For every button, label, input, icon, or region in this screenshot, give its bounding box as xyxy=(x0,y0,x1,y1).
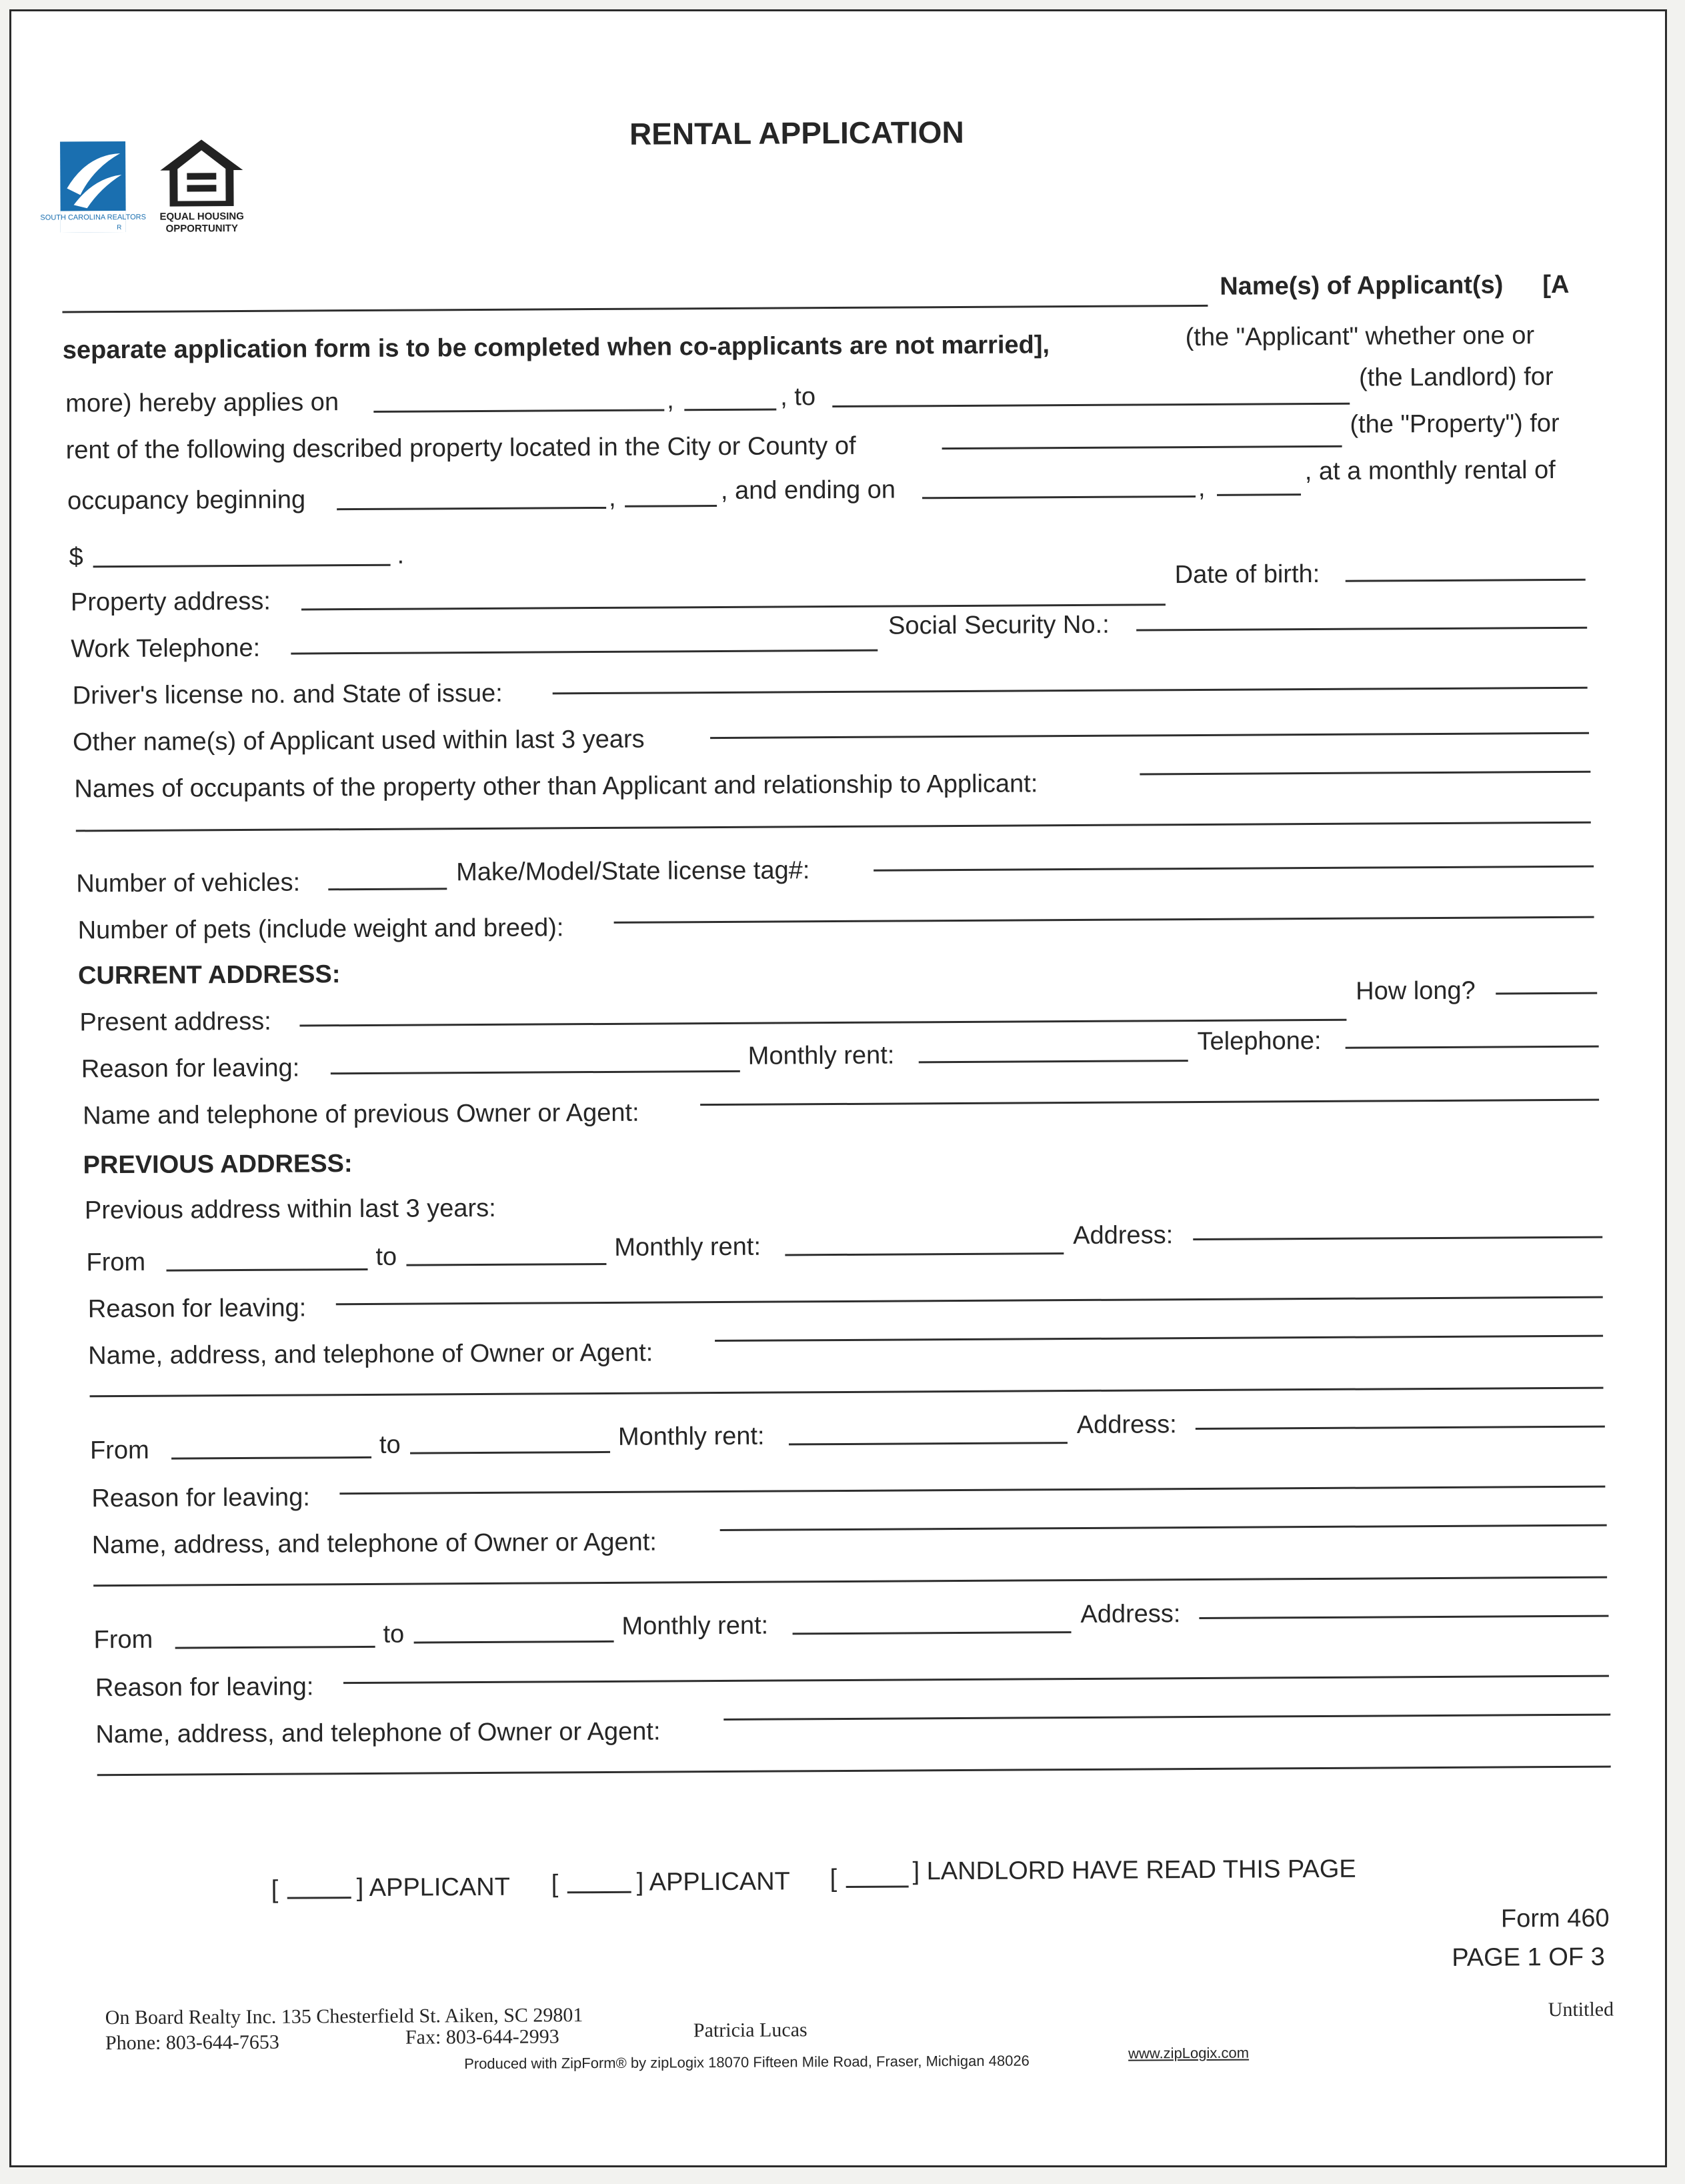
dollar-sign: $ xyxy=(69,543,83,572)
the-landlord-text: (the Landlord) for xyxy=(1358,363,1554,392)
prev3-owner-field-1[interactable] xyxy=(723,1714,1610,1721)
prev1-monthly-rent-label: Monthly rent: xyxy=(614,1232,761,1262)
other-names-label: Other name(s) of Applicant used within last 3 years xyxy=(72,725,645,757)
prev1-address-label: Address: xyxy=(1073,1221,1174,1250)
make-model-field[interactable] xyxy=(874,866,1594,872)
footer-agent: Patricia Lucas xyxy=(693,2019,807,2042)
vehicles-label: Number of vehicles: xyxy=(76,868,301,898)
the-property-text: (the "Property") for xyxy=(1350,409,1560,439)
footer-fax: Fax: 803-644-2993 xyxy=(405,2025,559,2049)
applies-on-date-field[interactable] xyxy=(373,409,664,412)
rent-of-property-text: rent of the following described property located in the City or County of xyxy=(65,431,856,465)
prev1-owner-field-2[interactable] xyxy=(90,1387,1604,1398)
occupants-label: Names of occupants of the property other than Applicant and relationship to Applicant: xyxy=(74,770,1038,804)
prev2-monthly-rent-label: Monthly rent: xyxy=(617,1422,765,1451)
current-telephone-label: Telephone: xyxy=(1197,1026,1322,1056)
prev1-from-field[interactable] xyxy=(166,1268,367,1272)
monthly-rental-text: , at a monthly rental of xyxy=(1304,455,1556,486)
prev3-monthly-rent-field[interactable] xyxy=(793,1631,1072,1634)
make-model-label: Make/Model/State license tag#: xyxy=(456,856,810,887)
current-monthly-rent-field[interactable] xyxy=(919,1060,1188,1063)
prev2-address-field[interactable] xyxy=(1196,1426,1605,1430)
pets-field[interactable] xyxy=(614,916,1594,924)
drivers-license-field[interactable] xyxy=(553,687,1588,695)
applicant1-initials-field[interactable] xyxy=(287,1897,351,1899)
prev2-address-label: Address: xyxy=(1076,1410,1177,1440)
occupants-field-2[interactable] xyxy=(76,822,1591,832)
prev3-to-label: to xyxy=(383,1620,405,1649)
occupancy-begin-year-field[interactable] xyxy=(625,505,717,507)
prev3-from-field[interactable] xyxy=(175,1646,375,1649)
applies-on-year-field[interactable] xyxy=(684,409,776,411)
current-monthly-rent-label: Monthly rent: xyxy=(747,1041,895,1070)
prev1-address-field[interactable] xyxy=(1193,1236,1602,1240)
prev2-owner-field-1[interactable] xyxy=(720,1524,1607,1531)
current-reason-field[interactable] xyxy=(331,1070,740,1074)
prev1-to-label: to xyxy=(375,1242,397,1271)
work-telephone-label: Work Telephone: xyxy=(71,634,261,664)
occupancy-begin-date-field[interactable] xyxy=(337,507,606,510)
prev3-to-field[interactable] xyxy=(414,1641,614,1644)
present-address-field[interactable] xyxy=(299,1019,1346,1027)
initials-bracket-1: [ xyxy=(271,1875,279,1904)
previous-address-heading: PREVIOUS ADDRESS: xyxy=(83,1150,353,1180)
prev2-from-label: From xyxy=(89,1436,149,1465)
date-of-birth-label: Date of birth: xyxy=(1174,560,1320,590)
previous-owner-label: Name and telephone of previous Owner or Agent: xyxy=(83,1098,639,1130)
ssn-label: Social Security No.: xyxy=(888,610,1110,640)
prev2-reason-label: Reason for leaving: xyxy=(91,1483,310,1513)
city-county-field[interactable] xyxy=(942,445,1342,449)
initials-bracket-3: [ xyxy=(829,1865,837,1893)
landlord-initials-field[interactable] xyxy=(846,1885,909,1888)
prev2-owner-label: Name, address, and telephone of Owner or Agent: xyxy=(91,1528,657,1560)
previous-owner-field[interactable] xyxy=(700,1099,1599,1106)
prev3-address-field[interactable] xyxy=(1199,1615,1608,1619)
equal-housing-logo xyxy=(157,137,246,235)
property-address-label: Property address: xyxy=(70,587,271,617)
initials-bracket-2: [ xyxy=(551,1870,559,1899)
footer-company: On Board Realty Inc. 135 Chesterfield St. Aiken, SC 29801 xyxy=(105,2004,583,2029)
current-reason-label: Reason for leaving: xyxy=(81,1054,300,1084)
footer-phone: Phone: 803-644-7653 xyxy=(105,2031,279,2055)
present-address-label: Present address: xyxy=(79,1007,271,1037)
occupants-field-1[interactable] xyxy=(1140,771,1590,776)
occupancy-beginning-text: occupancy beginning xyxy=(67,485,306,515)
separate-form-note: separate application form is to be completed when co-applicants are not married], xyxy=(62,331,1050,365)
ssn-field[interactable] xyxy=(1136,627,1587,632)
page-number: PAGE 1 OF 3 xyxy=(1452,1943,1605,1972)
eho-text-2: OPPORTUNITY xyxy=(165,223,238,235)
prev1-owner-field-1[interactable] xyxy=(715,1335,1603,1342)
date-of-birth-field[interactable] xyxy=(1346,579,1586,582)
vehicles-field[interactable] xyxy=(328,888,447,890)
prev1-owner-label: Name, address, and telephone of Owner or Agent: xyxy=(88,1338,653,1370)
prev3-monthly-rent-label: Monthly rent: xyxy=(621,1611,769,1641)
current-telephone-field[interactable] xyxy=(1346,1046,1599,1049)
how-long-label: How long? xyxy=(1356,976,1476,1006)
footer-untitled: Untitled xyxy=(1548,1998,1614,2021)
prev2-monthly-rent-field[interactable] xyxy=(789,1442,1068,1445)
drivers-license-label: Driver's license no. and State of issue: xyxy=(72,679,503,710)
realtors-logo xyxy=(40,141,146,233)
prev3-reason-label: Reason for leaving: xyxy=(95,1673,314,1703)
applicant-names-field[interactable] xyxy=(62,305,1208,313)
current-address-heading: CURRENT ADDRESS: xyxy=(77,960,341,990)
prev2-from-field[interactable] xyxy=(171,1456,371,1460)
prev3-owner-label: Name, address, and telephone of Owner or Agent: xyxy=(95,1717,661,1749)
occupancy-end-year-field[interactable] xyxy=(1217,493,1301,496)
previous-within-3-years-label: Previous address within last 3 years: xyxy=(84,1194,496,1225)
footer-url-link[interactable]: www.zipLogix.com xyxy=(1128,2044,1250,2062)
applicant1-initials-label: ] APPLICANT xyxy=(356,1873,510,1903)
realtors-logo-text: SOUTH CAROLINA REALTORS xyxy=(40,213,146,222)
landlord-read-label: ] LANDLORD HAVE READ THIS PAGE xyxy=(912,1855,1356,1886)
prev3-from-label: From xyxy=(93,1625,153,1655)
comma-3: , xyxy=(1198,473,1206,502)
prev2-owner-field-2[interactable] xyxy=(93,1576,1607,1587)
prev2-to-field[interactable] xyxy=(410,1451,610,1454)
prev3-reason-field[interactable] xyxy=(343,1675,1609,1685)
prev1-reason-label: Reason for leaving: xyxy=(87,1294,307,1324)
form-title: RENTAL APPLICATION xyxy=(629,114,964,151)
applicant2-initials-label: ] APPLICANT xyxy=(636,1867,790,1897)
prev1-reason-field[interactable] xyxy=(336,1296,1603,1306)
prev2-reason-field[interactable] xyxy=(339,1486,1605,1495)
period: . xyxy=(397,541,405,570)
how-long-field[interactable] xyxy=(1496,992,1597,995)
prev3-address-label: Address: xyxy=(1080,1600,1181,1628)
prev2-to-label: to xyxy=(379,1430,401,1459)
other-names-field[interactable] xyxy=(710,732,1589,739)
prev3-owner-field-2[interactable] xyxy=(97,1766,1611,1777)
prev1-to-field[interactable] xyxy=(406,1263,606,1266)
monthly-rental-amount-field[interactable] xyxy=(93,564,391,568)
names-of-applicants-label: Name(s) of Applicant(s) xyxy=(1220,271,1504,301)
footer-produced: Produced with ZipForm® by zipLogix 18070 Fifteen Mile Road, Fraser, Michigan 48026 xyxy=(464,2052,1030,2073)
realtors-logo-mark: R xyxy=(117,223,122,232)
and-ending-on-text: , and ending on xyxy=(720,475,896,505)
prev1-monthly-rent-field[interactable] xyxy=(785,1252,1064,1256)
applicant2-initials-field[interactable] xyxy=(567,1891,631,1894)
landlord-name-field[interactable] xyxy=(832,403,1350,407)
comma-to: , to xyxy=(780,383,816,411)
bracket-a: [A xyxy=(1542,270,1570,299)
occupancy-end-date-field[interactable] xyxy=(922,495,1196,499)
eho-text-1: EQUAL HOUSING xyxy=(159,210,244,223)
applies-on-text: more) hereby applies on xyxy=(65,388,339,418)
pets-label: Number of pets (include weight and breed): xyxy=(77,914,564,945)
work-telephone-field[interactable] xyxy=(291,650,878,655)
comma-2: , xyxy=(608,483,616,512)
form-number: Form 460 xyxy=(1500,1904,1610,1933)
applicant-whether-text: (the "Applicant" whether one or xyxy=(1185,321,1535,352)
comma-1: , xyxy=(667,386,674,415)
prev1-from-label: From xyxy=(86,1248,146,1277)
